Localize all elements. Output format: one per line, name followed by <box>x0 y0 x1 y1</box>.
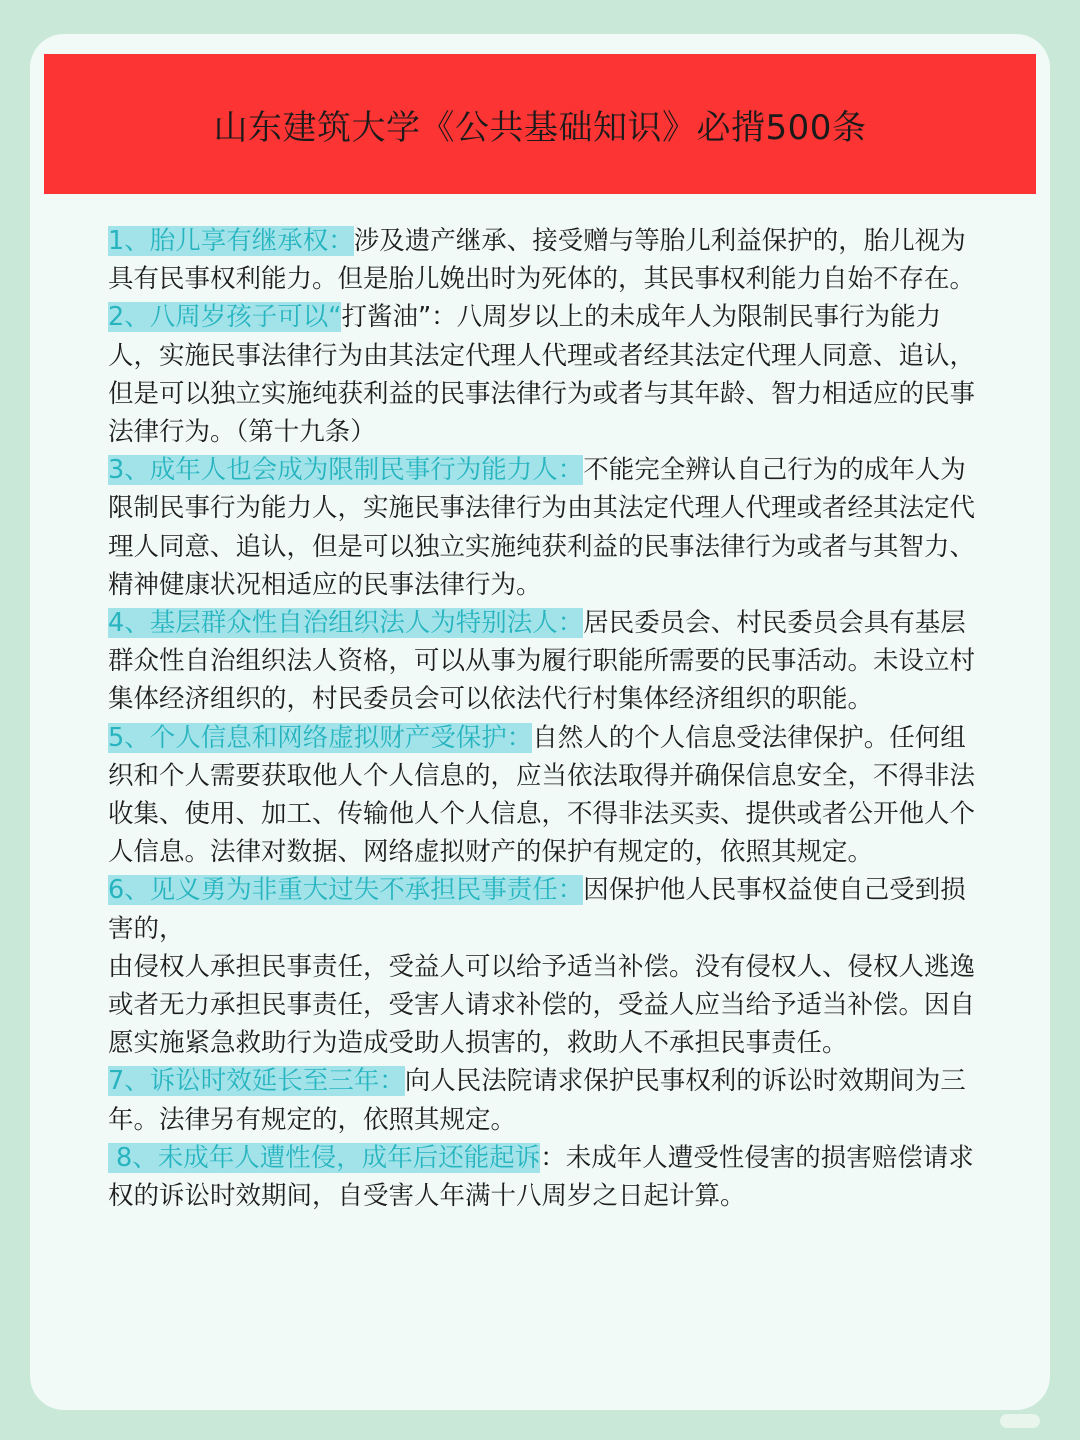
item-heading: 6、见义勇为非重大过失不承担民事责任： <box>108 875 584 906</box>
item-text: ：未成年人遭受性侵害的损害赔偿请求权的诉讼时效期间，自受害人年满十八周岁之日起计算。 <box>108 1142 974 1212</box>
item-text: 不能完全辨认自己行为的成年人为限制民事行为能力人，实施民事法律行为由其法定代理人代理或者经其法定代理人同意、追认，但是可以独立实施纯获利益的民事法律行为或者与其智力、精神健康状况相适应的民事法律行为。 <box>108 455 976 600</box>
list-item <box>108 604 990 719</box>
page-title: 山东建筑大学《公共基础知识》必揹500条 <box>213 107 867 148</box>
item-heading: 1、胎儿享有继承权： <box>108 226 354 256</box>
article-body <box>108 222 990 1215</box>
list-item <box>108 1139 990 1215</box>
item-heading: 2、八周岁孩子可以“ <box>108 302 342 333</box>
item-heading: 3、成年人也会成为限制民事行为能力人： <box>108 455 584 486</box>
item-text: 涉及遗产继承、接受赠与等胎儿利益保护的，胎儿视为具有民事权利能力。但是胎儿娩出时为死体的，其民事权利能力自始不存在。 <box>108 226 976 295</box>
item-text: 打酱油”：八周岁以上的未成年人为限制民事行为能力人，实施民事法律行为由其法定代理人代理或者经其法定代理人同意、追认，但是可以独立实施纯获利益的民事法律行为或者与其年龄、智力相适应的民事法律行为。（第十九条） <box>108 302 976 448</box>
item-heading: 7、诉讼时效延长至三年： <box>108 1066 405 1097</box>
title-banner <box>44 54 1036 194</box>
item-text: 向人民法院请求保护民事权利的诉讼时效期间为三年。法律另有规定的，依照其规定。 <box>108 1066 966 1135</box>
list-item <box>108 222 990 298</box>
item-text: 因保护他人民事权益使自己受到损害的， <box>108 875 966 944</box>
list-item <box>108 719 990 872</box>
item-text-continued: 由侵权人承担民事责任，受益人可以给予适当补偿。没有侵权人、侵权人逃逸或者无力承担民事责任，受害人请求补偿的，受益人应当给予适当补偿。因自愿实施紧急救助行为造成受助人损害的，救助人不承担民事责任。 <box>108 951 976 1059</box>
list-item <box>108 871 990 1062</box>
list-item <box>108 298 990 451</box>
item-text: 自然人的个人信息受法律保护。任何组织和个人需要获取他人个人信息的，应当依法取得并确保信息安全，不得非法收集、使用、加工、传输他人个人信息，不得非法买卖、提供或者公开他人个人信息。法律对数据、网络虚拟财产的保护有规定的，依照其规定。 <box>108 722 976 868</box>
item-text: 居民委员会、村民委员会具有基层群众性自治组织法人资格，可以从事为履行职能所需要的民事活动。未设立村集体经济组织的，村民委员会可以依法代行村集体经济组织的职能。 <box>108 608 976 715</box>
item-heading: 4、基层群众性自治组织法人为特别法人： <box>108 608 584 639</box>
list-item <box>108 451 990 604</box>
item-heading: 5、个人信息和网络虚拟财产受保护： <box>108 722 533 753</box>
list-item <box>108 1062 990 1138</box>
watermark-mark <box>1000 1414 1040 1428</box>
item-heading: 8、未成年人遭性侵，成年后还能起诉 <box>108 1143 540 1173</box>
